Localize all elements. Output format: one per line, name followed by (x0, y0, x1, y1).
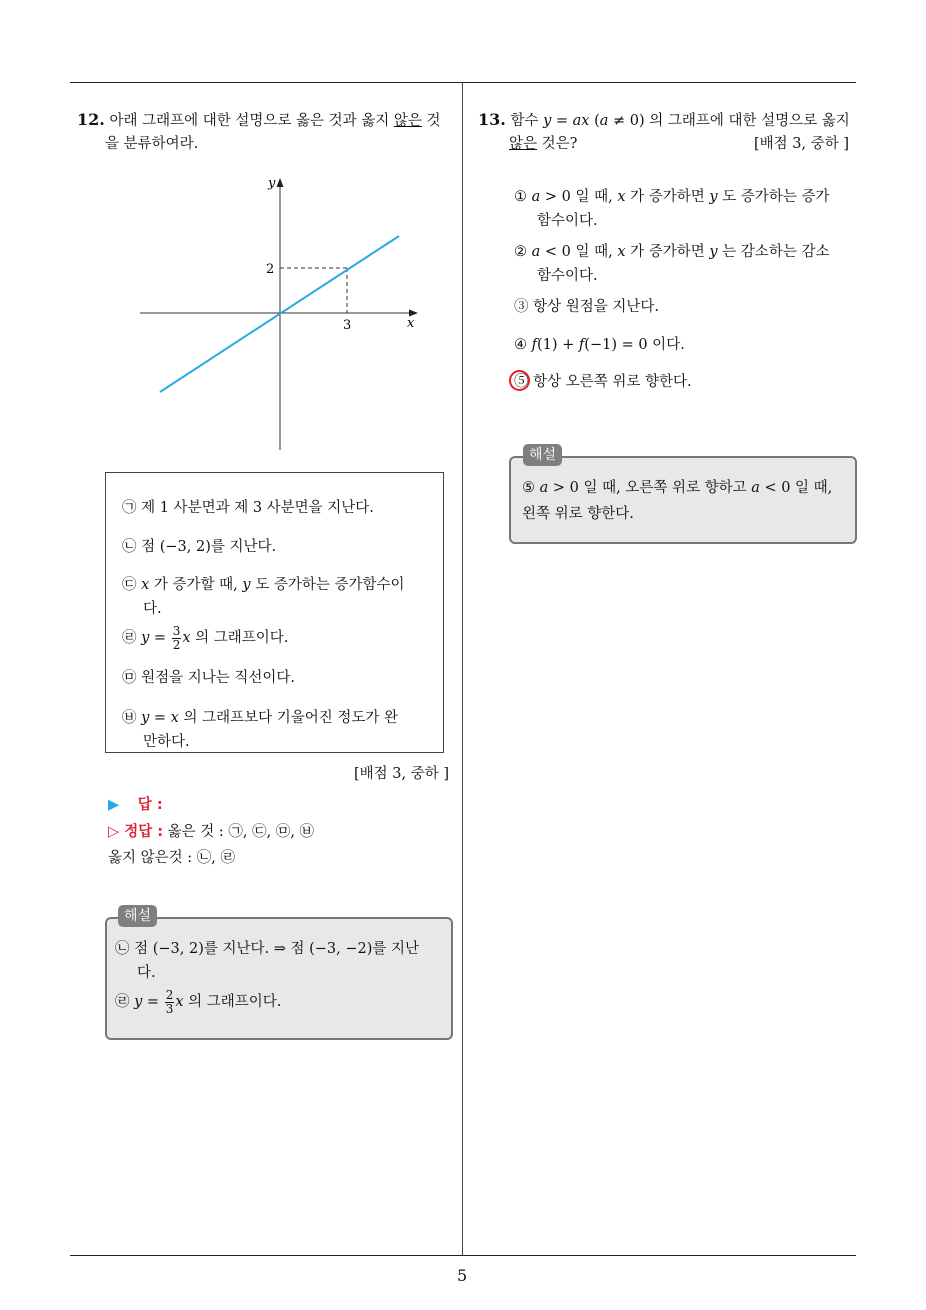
answer-arrow-icon: ▶ (108, 797, 120, 813)
statement-4: ㉣ y = $\frac{3}{2}$ x 의 그래프이다. (122, 623, 289, 652)
q13-option-2: ② a < 0 일 때, x 가 증가하면 y 는 감소하는 감소 (514, 244, 830, 260)
q13-number: 13. (478, 110, 506, 129)
q12-expl-line2: 다. (137, 965, 156, 981)
q13-explanation-box (509, 456, 857, 544)
statement-5: ㉤ 원점을 지나는 직선이다. (122, 670, 296, 686)
q13-explanation-tag: 해설 (523, 444, 562, 466)
q13-option-1-cont: 함수이다. (537, 213, 598, 229)
q12-answer-row (108, 795, 163, 815)
statement-6: ㉥ y = x 의 그래프보다 기울어진 정도가 완 (122, 710, 399, 726)
statement-3: ㉢ x 가 증가할 때, y 도 증가하는 증가함수이 (122, 577, 405, 593)
top-rule (70, 82, 856, 83)
q13-option-1: ① a > 0 일 때, x 가 증가하면 y 도 증가하는 증가 (514, 189, 830, 205)
x-tick-3: 3 (343, 318, 352, 333)
q13-expl-line1: ⑤ a > 0 일 때, 오른쪽 위로 향하고 a < 0 일 때, (522, 480, 833, 496)
q12-number: 12. (77, 110, 105, 129)
y-axis-label: y (268, 176, 276, 191)
q13-score: [배점 3, 중하 ] (754, 136, 850, 152)
q12-expl-line3: ㉣ y = $\frac{2}{3}$ x 의 그래프이다. (115, 987, 282, 1016)
q13-option-5: ⑤ 항상 오른쪽 위로 향한다. (514, 374, 692, 390)
q13-line2: 않은 것은? (509, 136, 578, 152)
q12-expl-line1: ㉡ 점 (−3, 2)를 지난다. ⇒ 점 (−3, −2)를 지난 (115, 941, 419, 957)
q12-score: [배점 3, 중하 ] (354, 766, 450, 782)
statement-6-cont: 만하다. (143, 734, 190, 750)
q13-line1: 13. 함수 y = ax (a ≠ 0) 의 그래프에 대한 설명으로 옳지 (478, 110, 850, 129)
y-axis-arrow (277, 178, 284, 187)
x-axis-label: x (407, 316, 415, 331)
correct-text: 옳은 것 : ㉠, ㉢, ㉤, ㉥ (163, 824, 315, 840)
q12-line1: 12. 아래 그래프에 대한 설명으로 옳은 것과 옳지 않은 것 (77, 110, 441, 129)
y-tick-2: 2 (266, 262, 275, 277)
bottom-rule (70, 1255, 856, 1256)
statement-2: ㉡ 점 (−3, 2)를 지난다. (122, 539, 277, 555)
q13-option-2-cont: 함수이다. (537, 268, 598, 284)
statement-3-cont: 다. (143, 601, 162, 617)
q13-expl-line2: 왼쪽 위로 향한다. (522, 506, 634, 522)
q12-correct-row (108, 822, 314, 842)
q12-explanation-tag: 해설 (118, 905, 157, 927)
column-divider (462, 83, 463, 1255)
page-number: 5 (457, 1266, 468, 1285)
q12-wrong-text: 옳지 않은것 : ㉡, ㉣ (108, 850, 235, 866)
q12-graph (140, 170, 430, 455)
q12-line2: 을 분류하여라. (105, 136, 199, 152)
q12-explanation-box (105, 917, 453, 1040)
answer-label: 답 : (137, 797, 163, 813)
q13-option-4: ④ f(1) + f(−1) = 0 이다. (514, 337, 685, 353)
statement-1: ㉠ 제 1 사분면과 제 3 사분면을 지난다. (122, 500, 374, 516)
correct-label: ▷ 정답 : (108, 824, 164, 840)
q13-option-3: ③ 항상 원점을 지난다. (514, 299, 659, 315)
